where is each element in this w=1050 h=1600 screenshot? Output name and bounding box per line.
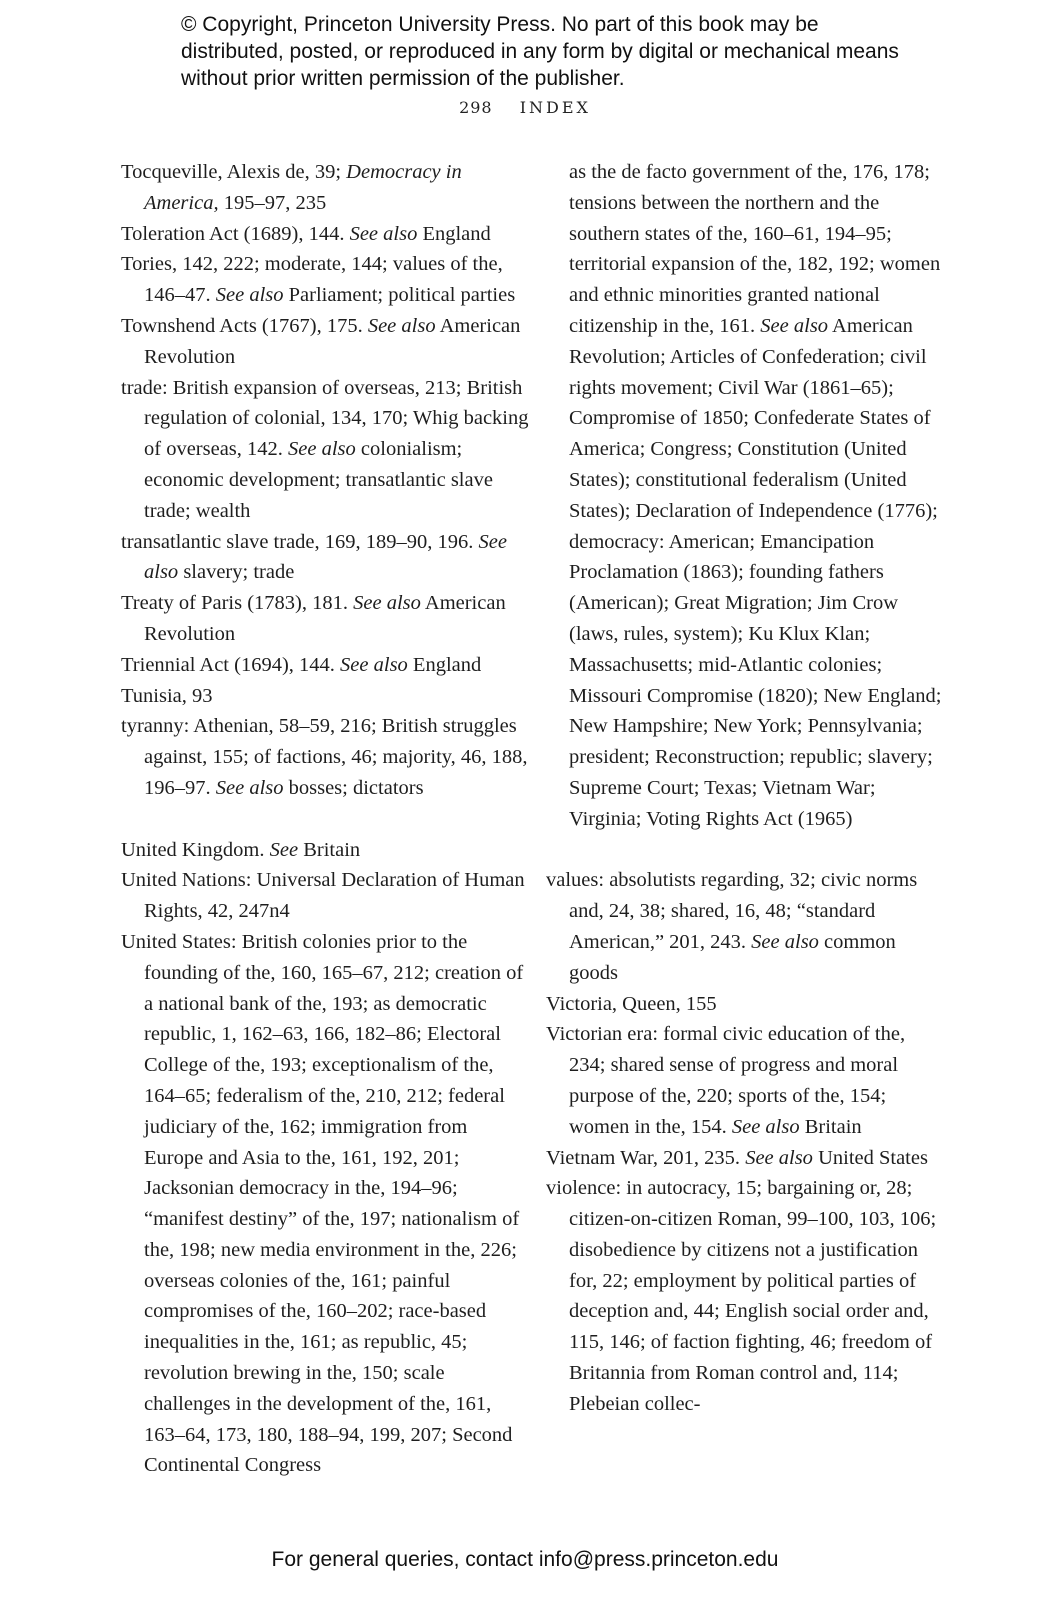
index-entry	[121, 157, 531, 219]
entry-text: Triennial Act (1694), 144.	[121, 653, 341, 676]
section-title: INDEX	[519, 98, 591, 117]
index-entry	[121, 527, 531, 589]
index-entry	[121, 311, 531, 373]
cross-reference-label: Democracy in America,	[144, 161, 462, 214]
entry-text: transatlantic slave trade, 169, 189–90, 196.	[121, 530, 479, 553]
index-entry	[121, 373, 531, 527]
entry-text: Vietnam War, 201, 235.	[546, 1146, 746, 1169]
running-head	[0, 98, 1050, 117]
entry-text: colonialism; economic development; transatlantic slave trade; wealth	[144, 438, 493, 522]
cross-reference-label: See also	[215, 776, 284, 799]
index-entry	[121, 588, 531, 650]
entry-text: Toleration Act (1689), 144.	[121, 222, 350, 245]
index-entry	[121, 681, 531, 712]
cross-reference-label: See also	[340, 653, 408, 676]
index-entry	[121, 650, 531, 681]
entry-text: tyranny: Athenian, 58–59, 216; British struggles against, 155; of factions, 46; majority, 46, 188, 196–97.	[121, 715, 528, 799]
entry-text: United Nations: Universal Declaration of Human Rights, 42, 247n4	[121, 869, 525, 923]
entry-text: violence: in autocracy, 15; bargaining or, 28; citizen-on-citizen Roman, 99–100, 103, 106; disobedience by citizens not a justification for, 22; employment by political parties of deception and, 44; English social order and, 115, 146; of faction fighting, 46; freedom of Britannia from Roman control and, 114; Plebeian collec-	[546, 1177, 937, 1415]
entry-gap	[546, 835, 946, 866]
entry-text: 195–97, 235	[218, 191, 327, 214]
entry-text: slavery; trade	[178, 561, 295, 584]
index-entry	[546, 989, 946, 1020]
entry-text: United States: British colonies prior to the founding of the, 160, 165–67, 212; creation of a national bank of the, 193; as democratic republic, 1, 162–63, 166, 182–86; Electoral College of the, 193; exceptionalism of the, 164–65; federalism of the, 210, 212; federal judiciary of the, 162; immigration from Europe and Asia to the, 161, 192, 201; Jacksonian democracy in the, 194–96; “manifest destiny” of the, 197; nationalism of the, 198; new media environment in the, 226; overseas colonies of the, 161; painful compromises of the, 160–202; race-based inequalities in the, 161; as republic, 45; revolution brewing in the, 150; scale challenges in the development of the, 161, 163–64, 173, 180, 188–94, 199, 207; Second Continental Congress	[121, 930, 524, 1477]
index-entry	[546, 1143, 946, 1174]
cross-reference-label: See also	[760, 314, 829, 337]
entry-text: American Revolution; Articles of Confederation; civil rights movement; Civil War (1861–65); Compromise of 1850; Confederate States of America; Congress; Constitution (United States); constitutional federalism (United States); Declaration of Independence (1776); democracy: American; Emancipation Proclamation (1863); founding fathers (American); Great Migration; Jim Crow (laws, rules, system); Ku Klux Klan; Massachusetts; mid-Atlantic colonies; Missouri Compromise (1820); New England; New Hampshire; New York; Pennsylvania; president; Reconstruction; republic; slavery; Supreme Court; Texas; Vietnam War; Virginia; Voting Rights Act (1965)	[569, 314, 942, 830]
entry-text: United Kingdom.	[121, 838, 270, 861]
entry-text: Parliament; political parties	[283, 284, 516, 307]
index-entry	[121, 835, 531, 866]
entry-text: Victorian era: formal civic education of the, 234; shared sense of progress and moral purpose of the, 220; sports of the, 154; women in the, 154.	[546, 1023, 906, 1138]
entry-text: American Revolution	[144, 314, 521, 368]
entry-text: England	[407, 653, 482, 676]
entry-text: Tories, 142, 222; moderate, 144; values of the, 146–47.	[121, 253, 503, 307]
entry-text: Britain	[298, 838, 361, 861]
cross-reference-label: See also	[288, 438, 356, 461]
index-entry	[546, 157, 946, 835]
index-entry	[121, 249, 531, 311]
entry-text: Treaty of Paris (1783), 181.	[121, 592, 354, 615]
cross-reference-label: See also	[144, 530, 507, 584]
entry-text: Britain	[799, 1115, 862, 1138]
entry-text: United States	[812, 1146, 928, 1169]
entry-text: bosses; dictators	[283, 776, 424, 799]
cross-reference-label: See	[269, 838, 299, 861]
index-column-left	[121, 157, 531, 1481]
cross-reference-label: See also	[353, 592, 421, 615]
cross-reference-label: See also	[215, 284, 284, 307]
index-entry	[546, 865, 946, 988]
entry-text: Tunisia, 93	[121, 684, 213, 707]
cross-reference-label: See also	[367, 314, 436, 337]
cross-reference-label: See also	[745, 1146, 813, 1169]
entry-text: England	[417, 222, 491, 245]
entry-text: Tocqueville, Alexis de, 39;	[121, 161, 347, 183]
cross-reference-label: See also	[751, 930, 819, 953]
cross-reference-label: See also	[349, 222, 418, 245]
index-entry	[546, 1173, 946, 1419]
index-column-right	[546, 157, 946, 1420]
index-entry	[546, 1019, 946, 1142]
index-entry	[121, 219, 531, 250]
entry-text: as the de facto government of the, 176, 178; tensions between the northern and the southern states of the, 160–61, 194–95; territorial expansion of the, 182, 192; women and ethnic minorities granted national citizenship in the, 161.	[569, 161, 941, 337]
entry-gap	[121, 804, 531, 835]
copyright-notice: © Copyright, Princeton University Press. No part of this book may be distributed, posted, or reproduced in any form by digital or mechanical means without prior written permission of the publisher.	[181, 13, 899, 90]
index-entry	[121, 711, 531, 803]
page-number: 298	[459, 98, 493, 117]
entry-text: Victoria, Queen, 155	[546, 992, 717, 1015]
cross-reference-label: See also	[731, 1115, 800, 1138]
entry-text: common goods	[569, 930, 896, 984]
index-entry	[121, 927, 531, 1481]
entry-text: values: absolutists regarding, 32; civic norms and, 24, 38; shared, 16, 48; “standard American,” 201, 243.	[546, 869, 918, 953]
entry-text: American Revolution	[144, 592, 506, 645]
index-entry	[121, 865, 531, 927]
entry-text: trade: British expansion of overseas, 213; British regulation of colonial, 134, 170; Whig backing of overseas, 142.	[121, 376, 529, 461]
footer-contact: For general queries, contact info@press.princeton.edu	[271, 1548, 779, 1571]
entry-text: Townshend Acts (1767), 175.	[121, 314, 368, 337]
